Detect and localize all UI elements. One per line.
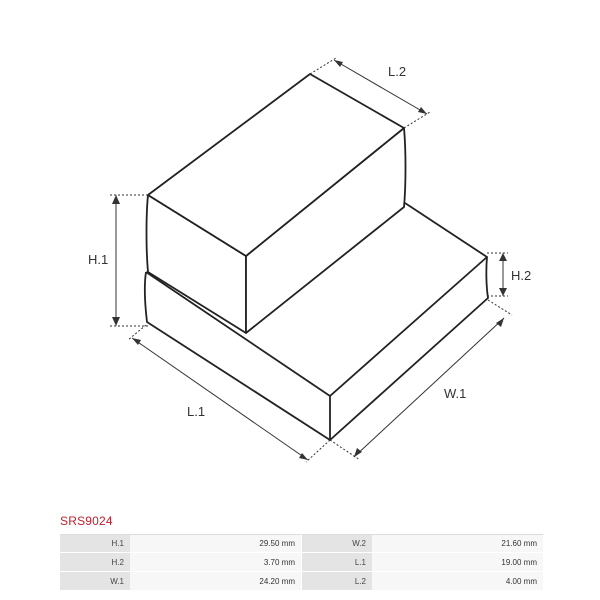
spec-row: [60, 572, 544, 591]
spec-key: L.1: [302, 553, 372, 572]
spec-row: [60, 553, 544, 572]
l1-label: L.1: [187, 404, 206, 419]
spec-value: 21.60 mm: [372, 534, 544, 553]
spec-value: 29.50 mm: [130, 534, 302, 553]
l2-extension-line-a: [310, 58, 336, 74]
l1-arrow-b: [299, 453, 308, 460]
spec-value: 24.20 mm: [130, 572, 302, 591]
h1-arrow-bottom: [112, 317, 120, 326]
spec-value: 4.00 mm: [372, 572, 544, 591]
w1-arrow-b: [354, 448, 362, 457]
spec-key: L.2: [302, 572, 372, 591]
spec-key: W.1: [60, 572, 130, 591]
h2-arrow-bottom: [499, 288, 507, 296]
l2-extension-line-b: [404, 112, 430, 128]
spec-key: W.2: [302, 534, 372, 553]
part-number: SRS9024: [60, 514, 113, 528]
l1-extension-line-b: [306, 440, 330, 462]
w1-extension-line-b: [330, 440, 360, 460]
h1-arrow-top: [112, 195, 120, 204]
w1-label: W.1: [444, 386, 467, 401]
spec-table: [60, 534, 544, 591]
w1-dimension-line: [354, 318, 504, 457]
w1-arrow-a: [496, 318, 504, 327]
l2-label: L.2: [388, 64, 407, 79]
spec-value: 3.70 mm: [130, 553, 302, 572]
h1-label: H.1: [88, 252, 109, 267]
spec-value: 19.00 mm: [372, 553, 544, 572]
h2-arrow-top: [499, 253, 507, 261]
spec-row: [60, 534, 544, 553]
h2-label: H.2: [511, 268, 532, 283]
upper-block: [147, 74, 406, 333]
l2-arrow-a: [334, 60, 343, 67]
l2-arrow-b: [418, 107, 427, 114]
spec-key: H.2: [60, 553, 130, 572]
l1-dimension-line: [132, 338, 308, 460]
spec-key: H.1: [60, 534, 130, 553]
l1-extension-line-a: [128, 325, 146, 340]
w1-extension-line-a: [488, 300, 512, 315]
l1-arrow-a: [132, 338, 141, 345]
